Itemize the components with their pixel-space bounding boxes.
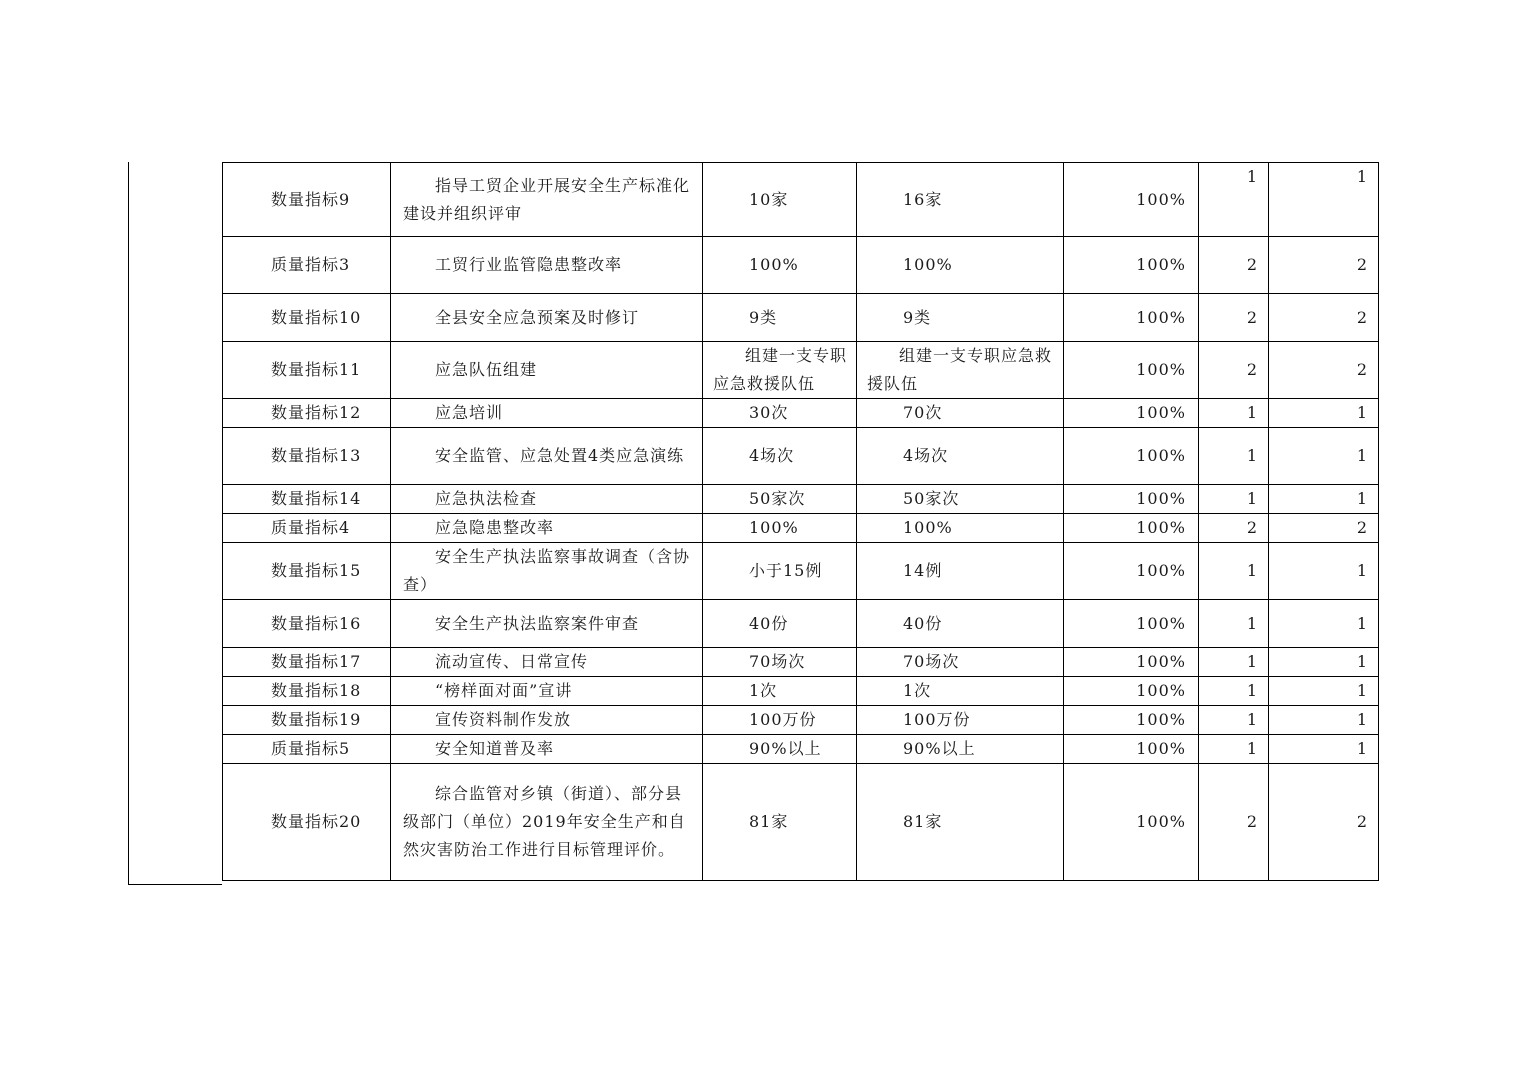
score-value: 1 <box>1269 399 1379 428</box>
weight-value: 1 <box>1199 543 1269 600</box>
actual-value: 50家次 <box>857 485 1064 514</box>
score-value: 2 <box>1269 237 1379 294</box>
plan-value: 100万份 <box>703 706 857 735</box>
table-row <box>223 648 1379 677</box>
plan-value: 4场次 <box>703 428 857 485</box>
indicator-name: 数量指标18 <box>223 677 391 706</box>
weight-value: 2 <box>1199 514 1269 543</box>
completion-rate: 100% <box>1064 600 1199 648</box>
completion-rate: 100% <box>1064 399 1199 428</box>
indicator-name: 数量指标9 <box>223 163 391 237</box>
indicator-item: 应急隐患整改率 <box>391 514 703 543</box>
weight-value: 2 <box>1199 342 1269 399</box>
table-row <box>223 543 1379 600</box>
weight-value: 1 <box>1199 648 1269 677</box>
completion-rate: 100% <box>1064 764 1199 881</box>
indicator-name: 数量指标13 <box>223 428 391 485</box>
indicator-item: 安全监管、应急处置4类应急演练 <box>391 428 703 485</box>
completion-rate: 100% <box>1064 428 1199 485</box>
indicator-item: 应急队伍组建 <box>391 342 703 399</box>
actual-value: 16家 <box>857 163 1064 237</box>
indicator-name: 数量指标19 <box>223 706 391 735</box>
table-row <box>223 485 1379 514</box>
table-row <box>223 428 1379 485</box>
indicator-name: 数量指标11 <box>223 342 391 399</box>
actual-value: 组建一支专职应急救援队伍 <box>857 342 1064 399</box>
completion-rate: 100% <box>1064 342 1199 399</box>
plan-value: 90%以上 <box>703 735 857 764</box>
plan-value: 70场次 <box>703 648 857 677</box>
plan-value: 30次 <box>703 399 857 428</box>
score-value: 1 <box>1269 485 1379 514</box>
actual-value: 70场次 <box>857 648 1064 677</box>
completion-rate: 100% <box>1064 735 1199 764</box>
table-row <box>223 237 1379 294</box>
completion-rate: 100% <box>1064 648 1199 677</box>
indicator-item: 应急培训 <box>391 399 703 428</box>
weight-value: 1 <box>1199 706 1269 735</box>
plan-value: 组建一支专职应急救援队伍 <box>703 342 857 399</box>
indicator-name: 数量指标12 <box>223 399 391 428</box>
indicator-name: 数量指标17 <box>223 648 391 677</box>
score-value: 1 <box>1269 735 1379 764</box>
indicator-name: 质量指标3 <box>223 237 391 294</box>
score-value: 1 <box>1269 706 1379 735</box>
score-value: 2 <box>1269 294 1379 342</box>
indicator-name: 数量指标14 <box>223 485 391 514</box>
weight-value: 1 <box>1199 428 1269 485</box>
score-value: 1 <box>1269 543 1379 600</box>
weight-value: 1 <box>1199 677 1269 706</box>
actual-value: 4场次 <box>857 428 1064 485</box>
indicator-name: 数量指标15 <box>223 543 391 600</box>
plan-value: 100% <box>703 514 857 543</box>
actual-value: 70次 <box>857 399 1064 428</box>
plan-value: 小于15例 <box>703 543 857 600</box>
indicator-table <box>222 162 1379 881</box>
indicator-name: 质量指标5 <box>223 735 391 764</box>
completion-rate: 100% <box>1064 514 1199 543</box>
indicator-item: “榜样面对面”宣讲 <box>391 677 703 706</box>
score-value: 2 <box>1269 764 1379 881</box>
actual-value: 1次 <box>857 677 1064 706</box>
indicator-item: 流动宣传、日常宣传 <box>391 648 703 677</box>
indicator-name: 质量指标4 <box>223 514 391 543</box>
score-value: 1 <box>1269 600 1379 648</box>
weight-value: 2 <box>1199 237 1269 294</box>
outer-column-bottom-border <box>128 884 222 885</box>
table-row <box>223 735 1379 764</box>
table-row <box>223 764 1379 881</box>
actual-value: 14例 <box>857 543 1064 600</box>
weight-value: 1 <box>1199 163 1269 237</box>
weight-value: 1 <box>1199 600 1269 648</box>
actual-value: 100% <box>857 237 1064 294</box>
plan-value: 40份 <box>703 600 857 648</box>
weight-value: 1 <box>1199 485 1269 514</box>
plan-value: 50家次 <box>703 485 857 514</box>
outer-column-border <box>128 162 129 884</box>
weight-value: 2 <box>1199 294 1269 342</box>
score-value: 1 <box>1269 677 1379 706</box>
actual-value: 81家 <box>857 764 1064 881</box>
score-value: 1 <box>1269 428 1379 485</box>
completion-rate: 100% <box>1064 677 1199 706</box>
indicator-item: 安全生产执法监察事故调查（含协查） <box>391 543 703 600</box>
completion-rate: 100% <box>1064 543 1199 600</box>
actual-value: 100万份 <box>857 706 1064 735</box>
weight-value: 2 <box>1199 764 1269 881</box>
indicator-item: 全县安全应急预案及时修订 <box>391 294 703 342</box>
indicator-name: 数量指标16 <box>223 600 391 648</box>
plan-value: 1次 <box>703 677 857 706</box>
completion-rate: 100% <box>1064 706 1199 735</box>
plan-value: 81家 <box>703 764 857 881</box>
table-row <box>223 342 1379 399</box>
table-row <box>223 294 1379 342</box>
table-row <box>223 600 1379 648</box>
indicator-item: 工贸行业监管隐患整改率 <box>391 237 703 294</box>
weight-value: 1 <box>1199 399 1269 428</box>
weight-value: 1 <box>1199 735 1269 764</box>
completion-rate: 100% <box>1064 237 1199 294</box>
indicator-item: 安全生产执法监察案件审查 <box>391 600 703 648</box>
indicator-name: 数量指标20 <box>223 764 391 881</box>
score-value: 1 <box>1269 648 1379 677</box>
completion-rate: 100% <box>1064 163 1199 237</box>
actual-value: 100% <box>857 514 1064 543</box>
actual-value: 90%以上 <box>857 735 1064 764</box>
indicator-item: 应急执法检查 <box>391 485 703 514</box>
score-value: 2 <box>1269 342 1379 399</box>
table-row <box>223 706 1379 735</box>
score-value: 1 <box>1269 163 1379 237</box>
table-row <box>223 514 1379 543</box>
table-row <box>223 399 1379 428</box>
plan-value: 10家 <box>703 163 857 237</box>
indicator-item: 安全知道普及率 <box>391 735 703 764</box>
completion-rate: 100% <box>1064 485 1199 514</box>
indicator-item: 指导工贸企业开展安全生产标准化建设并组织评审 <box>391 163 703 237</box>
indicator-name: 数量指标10 <box>223 294 391 342</box>
indicator-item: 宣传资料制作发放 <box>391 706 703 735</box>
actual-value: 9类 <box>857 294 1064 342</box>
table-row <box>223 163 1379 237</box>
table-row <box>223 677 1379 706</box>
indicator-item: 综合监管对乡镇（街道）、部分县级部门（单位）2019年安全生产和自然灾害防治工作进行目标管理评价。 <box>391 764 703 881</box>
actual-value: 40份 <box>857 600 1064 648</box>
completion-rate: 100% <box>1064 294 1199 342</box>
plan-value: 100% <box>703 237 857 294</box>
plan-value: 9类 <box>703 294 857 342</box>
score-value: 2 <box>1269 514 1379 543</box>
